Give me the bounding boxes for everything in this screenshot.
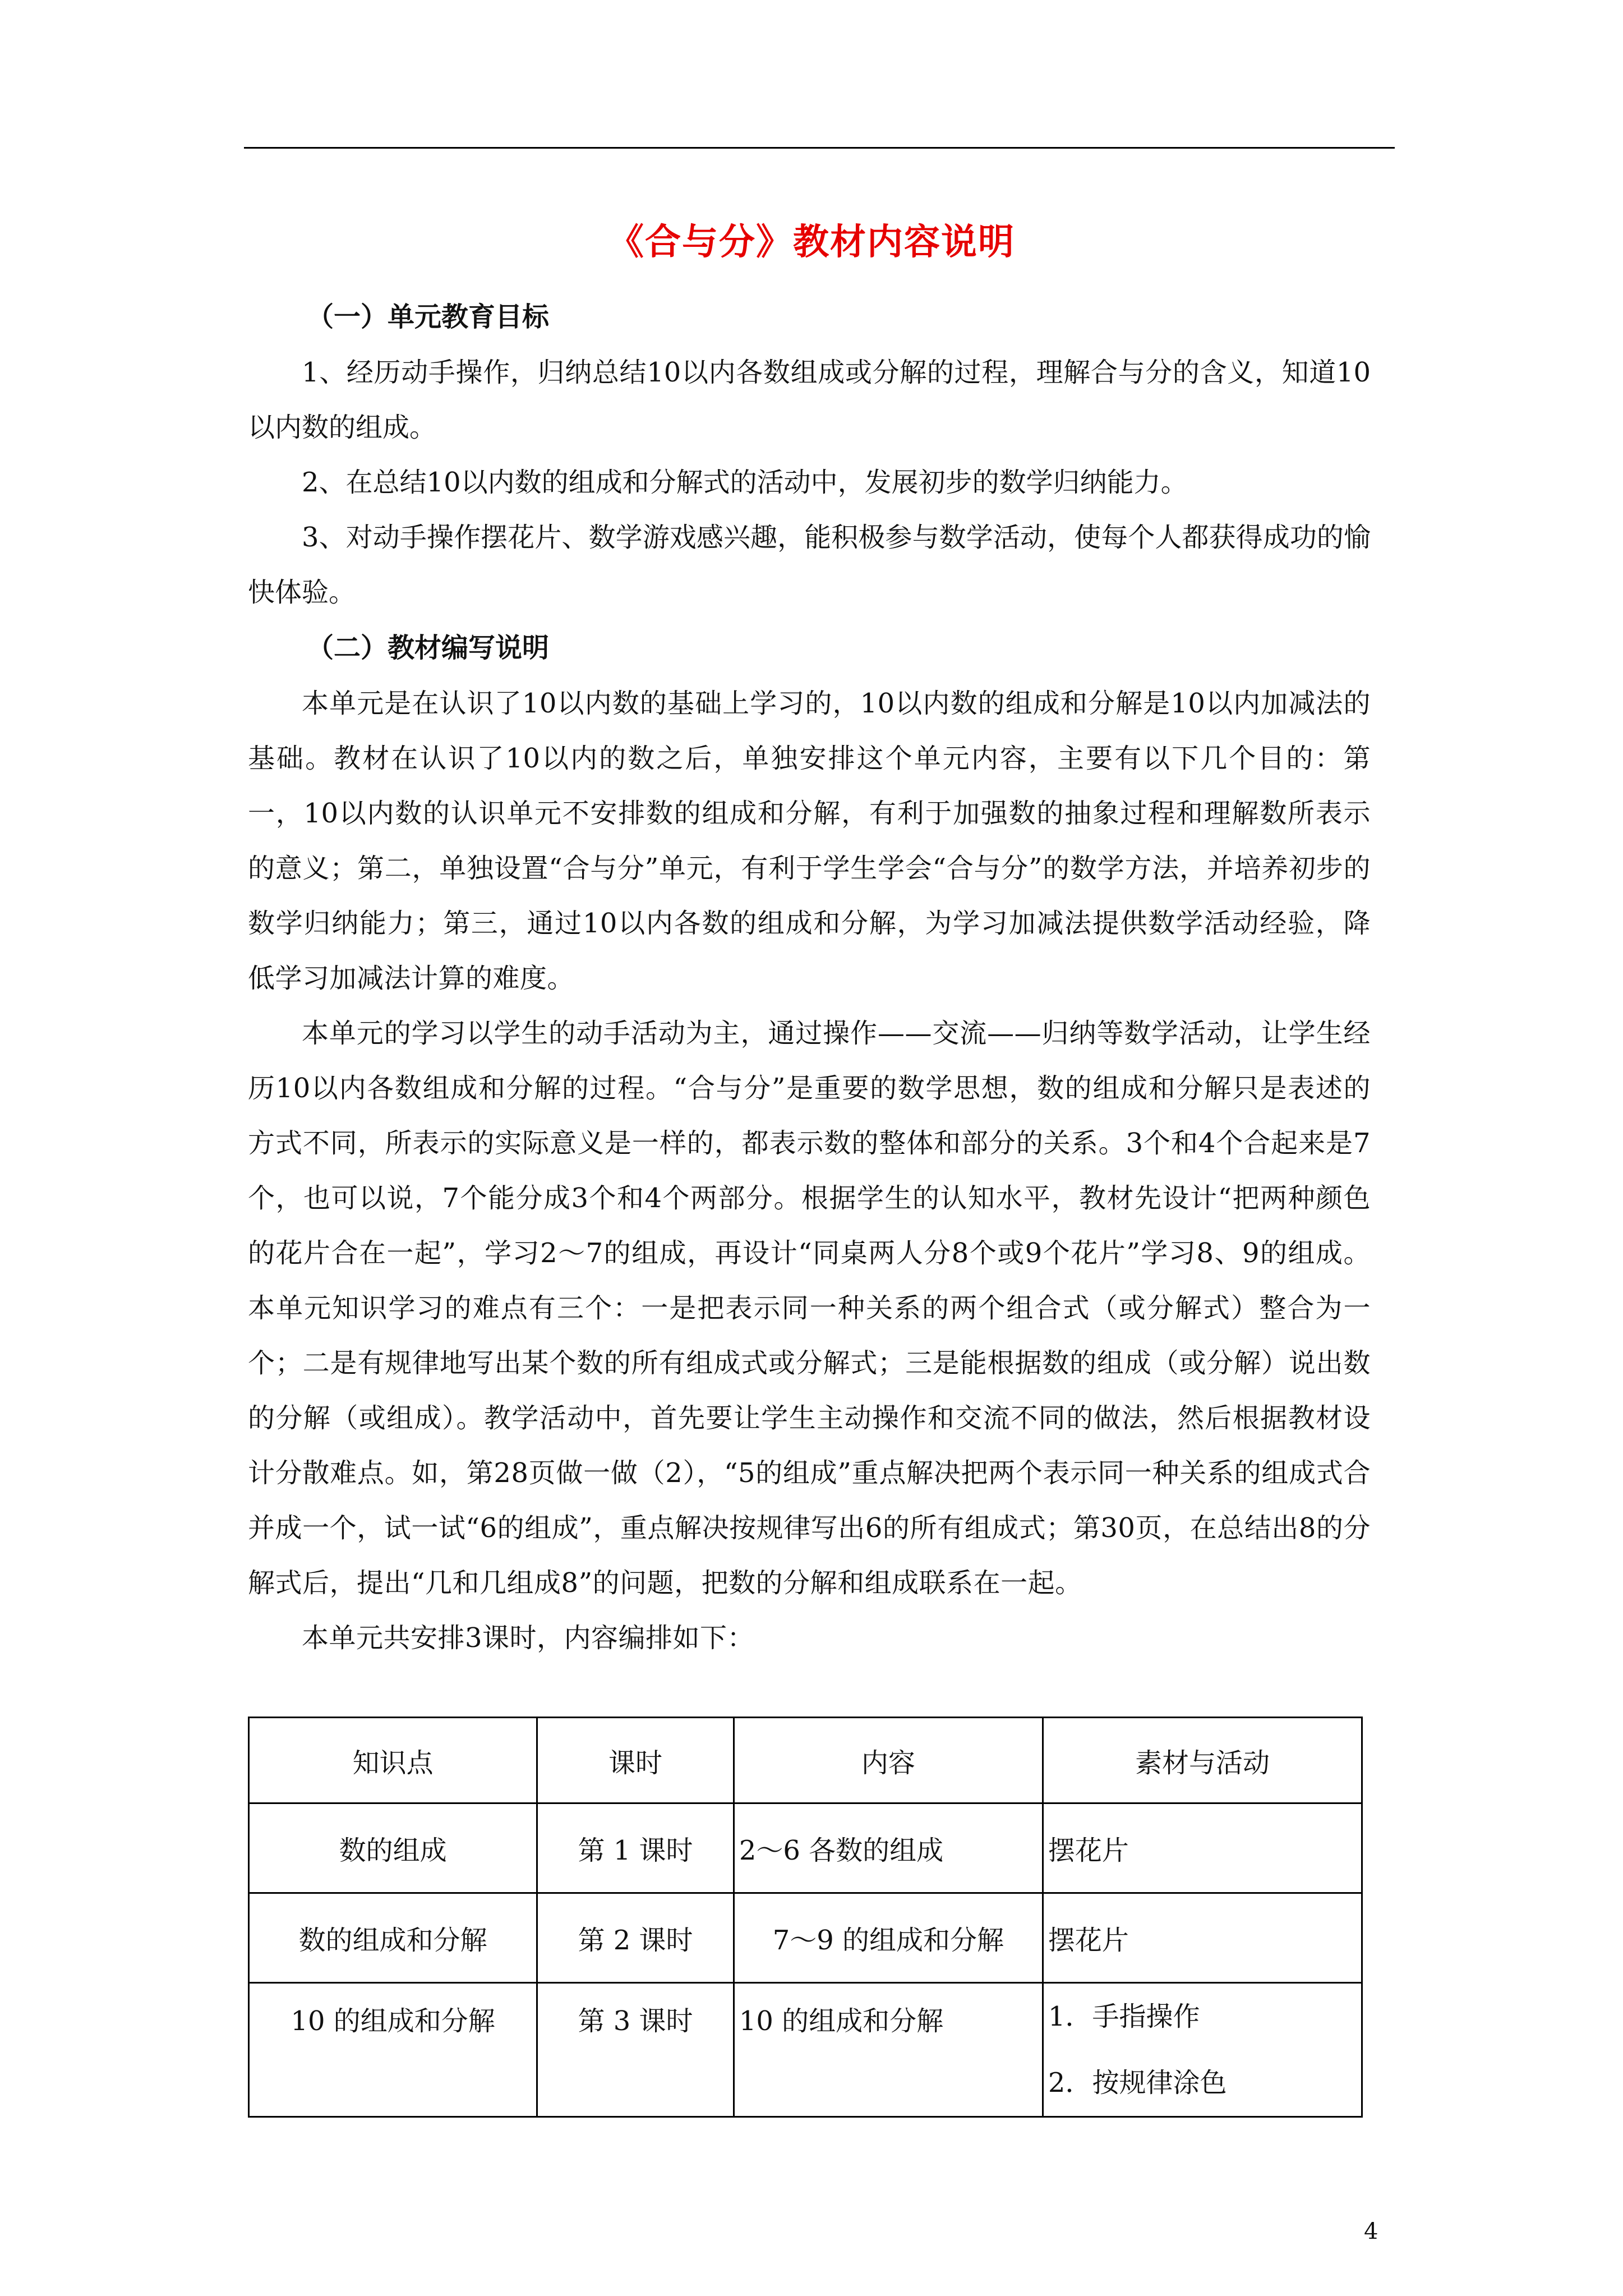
cell-lesson: 第 2 课时 (537, 1893, 734, 1983)
table-row (249, 1983, 1362, 2117)
activity-line-2: 2．按规律涂色 (1048, 2067, 1227, 2099)
header-rule (244, 147, 1395, 149)
goal-item-1: 1、经历动手操作，归纳总结10以内各数组成或分解的过程，理解合与分的含义，知道10以内数的组成。 (248, 357, 1371, 443)
table-row (249, 1893, 1362, 1983)
goal-item-2: 2、在总结10以内数的组成和分解式的活动中，发展初步的数学归纳能力。 (302, 467, 1188, 498)
cell-content: 10 的组成和分解 (734, 1983, 1043, 2117)
explanation-paragraph-3: 本单元共安排3课时，内容编排如下： (302, 1622, 755, 1654)
cell-lesson: 第 3 课时 (537, 1983, 734, 2117)
activity-line-1: 1．手指操作 (1048, 2001, 1200, 2032)
cell-point: 10 的组成和分解 (249, 1983, 537, 2117)
explanation-paragraph-1: 本单元是在认识了10以内数的基础上学习的，10以内数的组成和分解是10以内加减法的基础。教材在认识了10以内的数之后，单独安排这个单元内容，主要有以下几个目的：第一，10以内数的认识单元不安排数的组成和分解，有利于加强数的抽象过程和理解数所表示的意义；第二，单独设置“合与分”单元，有利于学生学会“合与分”的数学方法，并培养初步的数学归纳能力；第三，通过10以内各数的组成和分解，为学习加减法提供数学活动经验，降低学习加减法计算的难度。 (248, 688, 1371, 994)
cell-activity: 摆花片 (1043, 1803, 1362, 1893)
header-content: 内容 (734, 1718, 1043, 1803)
cell-activity (1043, 1983, 1362, 2117)
header-lesson: 课时 (537, 1718, 734, 1803)
goal-item-3: 3、对动手操作摆花片、数学游戏感兴趣，能积极参与数学活动，使每个人都获得成功的愉快体验。 (248, 522, 1371, 608)
table-row (249, 1803, 1362, 1893)
page-title: 《合与分》教材内容说明 (608, 221, 1015, 263)
cell-lesson: 第 1 课时 (537, 1803, 734, 1893)
explanation-paragraph-2: 本单元的学习以学生的动手活动为主，通过操作——交流——归纳等数学活动，让学生经历10以内各数组成和分解的过程。“合与分”是重要的数学思想，数的组成和分解只是表述的方式不同，所表示的实际意义是一样的，都表示数的整体和部分的关系。3个和4个合起来是7个，也可以说，7个能分成3个和4个两部分。根据学生的认知水平，教材先设计“把两种颜色的花片合在一起”，学习2～7的组成，再设计“同桌两人分8个或9个花片”学习8、9的组成。本单元知识学习的难点有三个：一是把表示同一种关系的两个组合式（或分解式）整合为一个；二是有规律地写出某个数的所有组成式或分解式；三是能根据数的组成（或分解）说出数的分解（或组成）。教学活动中，首先要让学生主动操作和交流不同的做法，然后根据教材设计分散难点。如，第28页做一做（2），“5的组成”重点解决把两个表示同一种关系的组成式合并成一个，试一试“6的组成”，重点解决按规律写出6的所有组成式；第30页，在总结出8的分解式后，提出“几和几组成8”的问题，把数的分解和组成联系在一起。 (248, 1018, 1371, 1599)
cell-content: 2～6 各数的组成 (734, 1803, 1043, 1893)
header-activity: 素材与活动 (1043, 1718, 1362, 1803)
page-number: 4 (1364, 2219, 1378, 2244)
lesson-plan-table (248, 1717, 1363, 2118)
cell-point: 数的组成和分解 (249, 1893, 537, 1983)
section2-heading: （二）教材编写说明 (307, 632, 550, 664)
cell-activity: 摆花片 (1043, 1893, 1362, 1983)
document-body (248, 289, 1371, 1665)
cell-content: 7～9 的组成和分解 (734, 1893, 1043, 1983)
table-header-row (249, 1718, 1362, 1803)
header-point: 知识点 (249, 1718, 537, 1803)
cell-point: 数的组成 (249, 1803, 537, 1893)
section1-heading: （一）单元教育目标 (307, 301, 550, 333)
